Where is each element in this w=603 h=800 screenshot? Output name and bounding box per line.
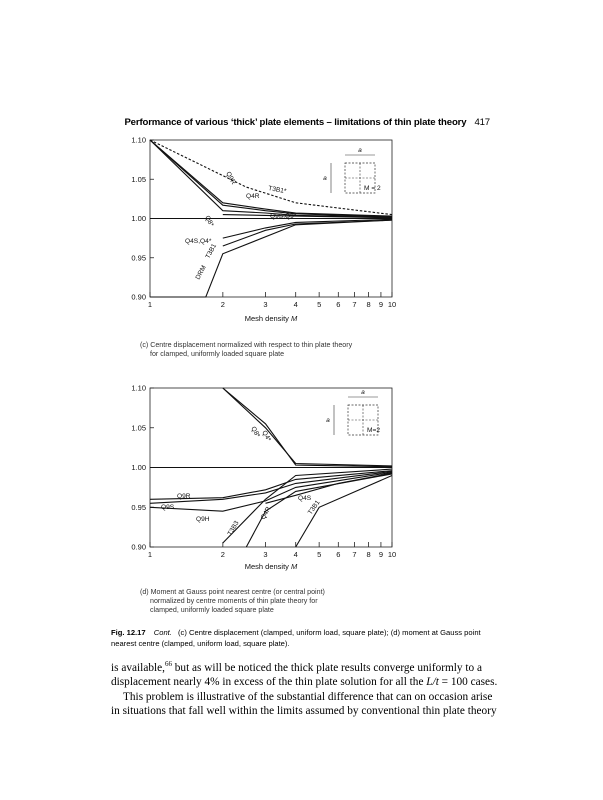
inset-mesh-equation: M = 2	[364, 185, 381, 192]
body-text	[111, 657, 497, 719]
page-number: 417	[474, 117, 490, 128]
figure-label: Fig. 12.17	[111, 628, 146, 637]
series-label: Q9R	[177, 493, 191, 500]
y-tick-label: 1.10	[131, 383, 146, 393]
y-tick-label: 1.05	[131, 423, 146, 433]
y-tick-label: 0.95	[131, 253, 146, 263]
x-tick-label: 8	[366, 300, 371, 309]
x-axis-variable: M	[291, 314, 298, 323]
series-line-t3b3	[223, 469, 392, 543]
series-label: DRM	[194, 264, 208, 281]
x-tick-label: 5	[317, 300, 322, 309]
y-tick-label: 1.00	[131, 214, 146, 224]
chart-d-series-labels	[161, 426, 322, 538]
body-line: This problem is illustrative of the substantial difference that can on occasion arise	[123, 690, 493, 703]
x-tick-label: 3	[263, 300, 268, 309]
series-label: Q4*	[260, 429, 273, 443]
series-label: Q8*	[203, 214, 215, 228]
x-tick-label: 1	[147, 300, 153, 309]
body-line: in situations that fall well within the limits assumed by conventional thin plate theory	[111, 705, 497, 718]
x-tick-label: 6	[336, 300, 341, 309]
body-line	[111, 675, 497, 690]
series-label: Q4R	[259, 505, 273, 521]
series-label: Q9H	[196, 516, 210, 523]
y-tick-label: 1.05	[131, 174, 146, 184]
body-text-run: = 100 cases.	[438, 676, 498, 689]
series-label: T3B3	[226, 519, 241, 537]
x-tick-label: 8	[366, 550, 371, 559]
x-axis-variable: M	[291, 562, 298, 571]
series-label: T3B1	[204, 242, 219, 260]
ratio-symbol: L/t	[426, 676, 439, 689]
x-tick-label: 9	[378, 300, 384, 309]
chart-d-caption-line: normalized by centre moments of thin plate theory for	[150, 597, 318, 605]
series-label: Q9S,Q9*	[270, 213, 297, 220]
x-tick-label: 5	[317, 550, 322, 559]
body-text-run: displacement nearly 4% in excess of the thin plate solution for all the	[111, 676, 427, 689]
x-tick-label: 3	[263, 550, 268, 559]
x-tick-label: 10	[387, 300, 397, 309]
x-tick-label: 6	[336, 550, 341, 559]
inset-mesh-equation: M=2	[367, 427, 381, 434]
x-tick-label: 7	[352, 300, 357, 309]
series-label: Q8*	[249, 425, 262, 439]
x-tick-label: 7	[352, 550, 357, 559]
inset-side-label: a	[361, 389, 365, 396]
inset-side-label: a	[326, 417, 330, 424]
figure-caption	[111, 628, 496, 649]
chart-d-caption	[140, 588, 325, 615]
chart-d-caption-line: (d) Moment at Gauss point nearest centre (or central point)	[140, 588, 325, 596]
chart-c-caption-line: for clamped, uniformly loaded square plate	[150, 350, 285, 358]
header-title: Performance of various ‘thick’ plate elements – limitations of thin plate theory	[124, 117, 467, 128]
inset-side-label: a	[323, 175, 327, 182]
series-label: Q4R	[246, 193, 260, 200]
chart-d-inset-diagram	[326, 389, 380, 435]
series-label: Q4S	[298, 495, 312, 502]
series-label: T3B1*	[267, 185, 287, 196]
y-tick-label: 0.90	[131, 292, 146, 302]
chart-c-caption-line: (c) Centre displacement normalized with respect to thin plate theory	[140, 341, 353, 349]
y-tick-label: 0.90	[131, 542, 146, 552]
series-label: Q9S	[161, 504, 175, 511]
inset-side-label: a	[358, 147, 362, 154]
figure-caption-text: (c) Centre displacement (clamped, uniform load, square plate); (d) moment at Gauss point nearest centre (clamped, uniform load, square plate).	[111, 628, 481, 648]
x-tick-label: 9	[378, 550, 384, 559]
series-label: Q9R	[224, 170, 237, 186]
body-text-run: is available,	[111, 661, 165, 674]
x-tick-label: 2	[220, 550, 225, 559]
y-tick-label: 0.95	[131, 502, 146, 512]
series-label: T3B1	[306, 499, 322, 517]
body-line	[111, 657, 497, 675]
x-tick-label: 4	[293, 550, 298, 559]
x-tick-label: 4	[293, 300, 298, 309]
body-text-run: but as will be noticed the thick plate results converge uniformly to a	[171, 661, 483, 674]
y-tick-label: 1.00	[131, 463, 146, 473]
x-axis-label: Mesh density M	[244, 562, 298, 571]
footnote-ref: 66	[164, 660, 172, 668]
figure-cont: Cont.	[153, 628, 172, 637]
x-tick-label: 2	[220, 300, 225, 309]
x-tick-label: 10	[387, 550, 397, 559]
chart-d-axes	[131, 384, 396, 571]
chart-d-caption-line: clamped, uniformly loaded square plate	[150, 606, 274, 614]
y-tick-label: 1.10	[131, 135, 146, 145]
x-axis-label: Mesh density M	[244, 314, 298, 323]
series-label: Q4S,Q4*	[185, 238, 212, 245]
x-tick-label: 1	[147, 550, 153, 559]
